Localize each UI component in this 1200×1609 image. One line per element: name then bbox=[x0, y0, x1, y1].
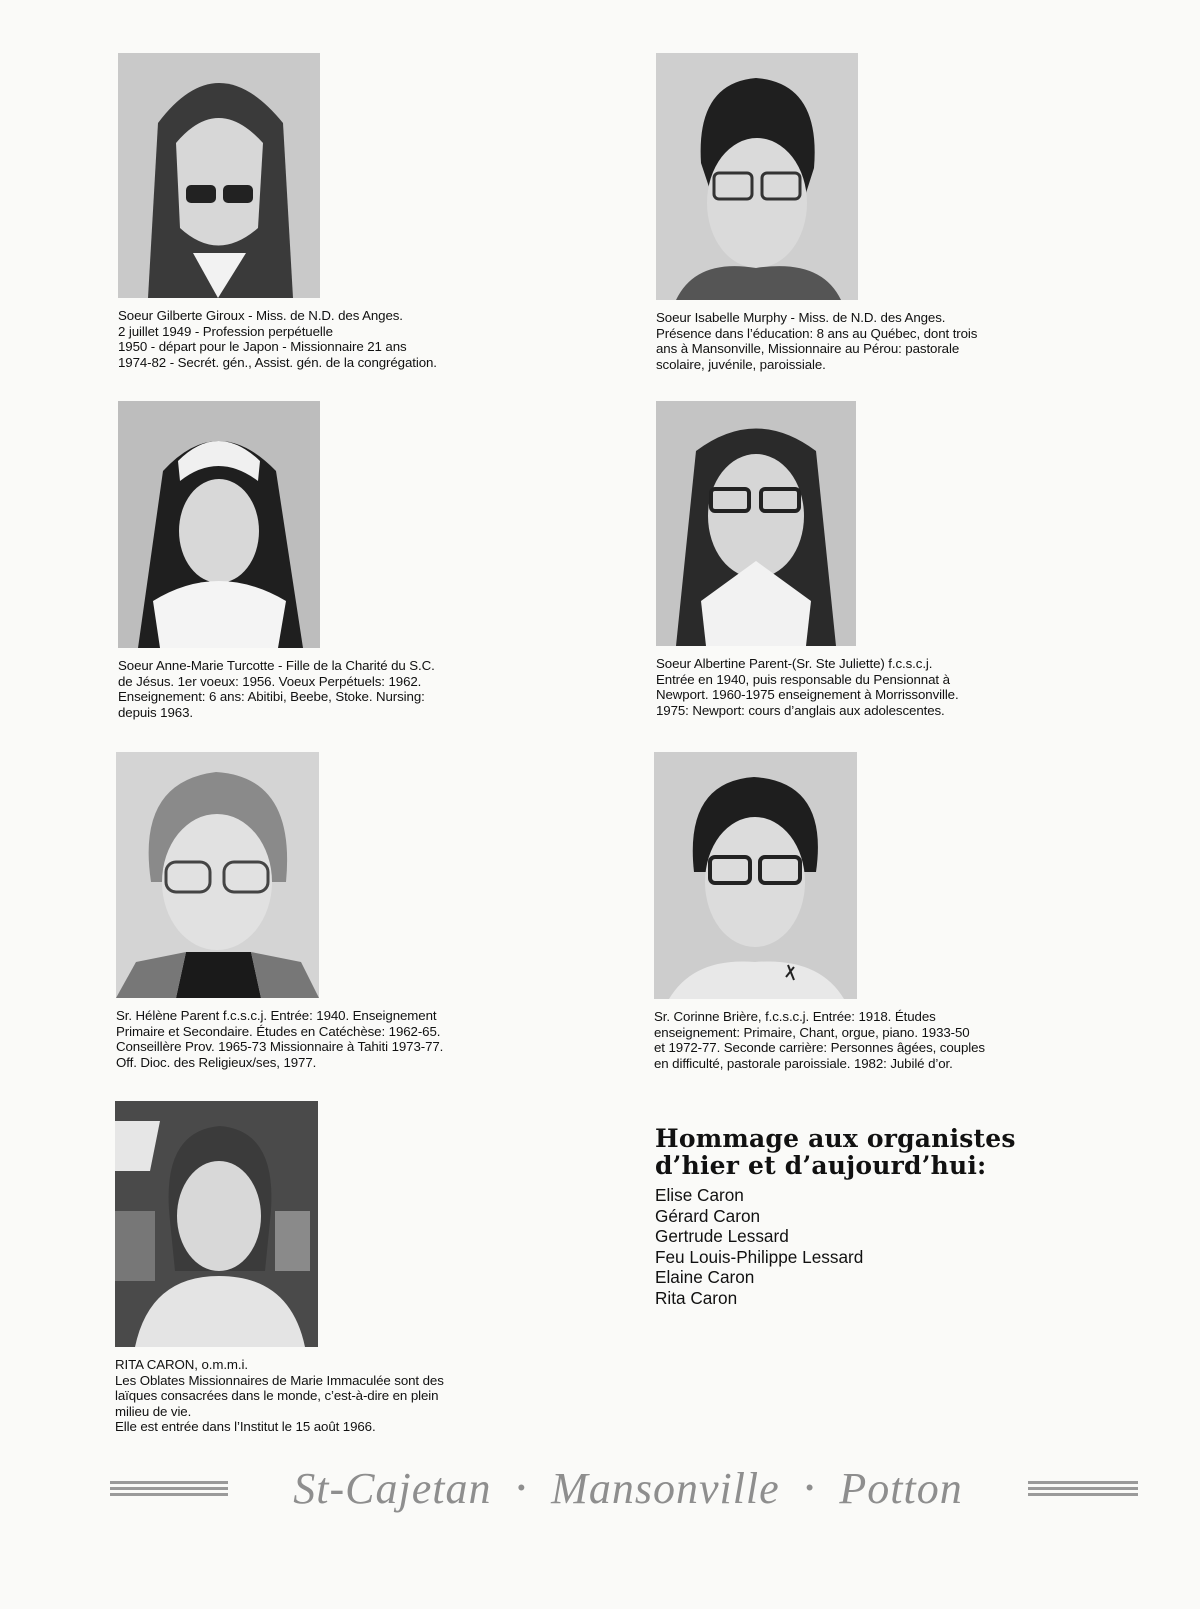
entry-albertine-parent bbox=[656, 401, 1056, 718]
portrait-photo bbox=[656, 53, 858, 300]
portrait-photo bbox=[118, 53, 320, 298]
place-mansonville: Mansonville bbox=[551, 1463, 780, 1513]
caption: Sr. Corinne Brière, f.c.s.c.j. Entrée: 1918. Études enseignement: Primaire, Chant, orgue, piano. 1933-50 et 1972-77. Seconde carrière: Personnes âgées, couples en difficulté, pastorale paroissiale. 1982: Jubilé d’or. bbox=[654, 1009, 985, 1071]
list-item: Rita Caron bbox=[655, 1287, 738, 1308]
place-potton: Potton bbox=[839, 1463, 963, 1513]
portrait-photo bbox=[118, 401, 320, 648]
caption: Soeur Isabelle Murphy - Miss. de N.D. des Anges. Présence dans l’éducation: 8 ans au Québec, dont trois ans à Mansonville, Missionnaire au Pérou: pastorale scolaire, juvénile, paroissiale. bbox=[656, 310, 978, 372]
footer-banner bbox=[110, 1460, 1138, 1516]
portrait-nun-veil bbox=[118, 53, 320, 298]
portrait-photo bbox=[116, 752, 319, 998]
caption: Soeur Gilberte Giroux - Miss. de N.D. des Anges. 2 juillet 1949 - Profession perpétuelle 1950 - départ pour le Japon - Missionnaire 21 ans 1974-82 - Secrét. gén., Assist. gén. de la congrégation. bbox=[118, 308, 437, 370]
portrait-photo bbox=[115, 1101, 318, 1347]
caption: Sr. Hélène Parent f.c.s.c.j. Entrée: 1940. Enseignement Primaire et Secondaire. Études en Catéchèse: 1962-65. Conseillère Prov. 1965-73 Missionnaire à Tahiti 1973-77. Off. Dioc. des Religieux/ses, 1977. bbox=[116, 1008, 444, 1070]
list-item: Gertrude Lessard bbox=[655, 1226, 789, 1246]
entry-anne-marie-turcotte bbox=[118, 401, 498, 720]
bullet-separator: • bbox=[517, 1475, 526, 1500]
list-item: Gérard Caron bbox=[655, 1205, 761, 1226]
organist-tribute bbox=[655, 1125, 1075, 1308]
organist-list bbox=[655, 1185, 1075, 1308]
portrait-photo bbox=[656, 401, 856, 646]
tribute-heading: Hommage aux organistes d’hier et d’aujourd’hui: bbox=[655, 1124, 1016, 1180]
portrait-woman-glasses bbox=[654, 752, 857, 999]
entry-helene-parent bbox=[116, 752, 516, 1070]
portrait-photo bbox=[654, 752, 857, 999]
entry-gilberte-giroux bbox=[118, 53, 498, 370]
decorative-rule-left bbox=[110, 1481, 228, 1496]
portrait-woman-glasses bbox=[116, 752, 319, 998]
list-item: Elise Caron bbox=[655, 1185, 744, 1205]
place-st-cajetan: St-Cajetan bbox=[293, 1463, 492, 1513]
footer-places bbox=[293, 1463, 962, 1514]
caption: RITA CARON, o.m.m.i. Les Oblates Missionnaires de Marie Immaculée sont des laïques consacrées dans le monde, c’est-à-dire en plein milieu de vie. Elle est entrée dans l’Institut le 15 août 1966. bbox=[115, 1357, 444, 1434]
decorative-rule-right bbox=[1028, 1481, 1138, 1496]
portrait-woman-glasses bbox=[656, 53, 858, 300]
caption: Soeur Anne-Marie Turcotte - Fille de la Charité du S.C. de Jésus. 1er voeux: 1956. Voeux Perpétuels: 1962. Enseignement: 6 ans: Abitibi, Beebe, Stoke. Nursing: depuis 1963. bbox=[118, 658, 435, 720]
entry-corinne-briere bbox=[654, 752, 1054, 1071]
entry-isabelle-murphy bbox=[656, 53, 1056, 372]
caption: Soeur Albertine Parent-(Sr. Ste Juliette) f.c.s.c.j. Entrée en 1940, puis responsable du Pensionnat à Newport. 1960-1975 enseignement à Morrissonville. 1975: Newport: cours d’anglais aux adolescentes. bbox=[656, 656, 959, 718]
bullet-separator: • bbox=[805, 1475, 814, 1500]
portrait-nun-veil bbox=[118, 401, 320, 648]
list-item: Feu Louis-Philippe Lessard bbox=[655, 1246, 864, 1267]
entry-rita-caron bbox=[115, 1101, 515, 1435]
list-item: Elaine Caron bbox=[655, 1267, 755, 1287]
portrait-nun-veil bbox=[656, 401, 856, 646]
portrait-woman-interior bbox=[115, 1101, 318, 1347]
